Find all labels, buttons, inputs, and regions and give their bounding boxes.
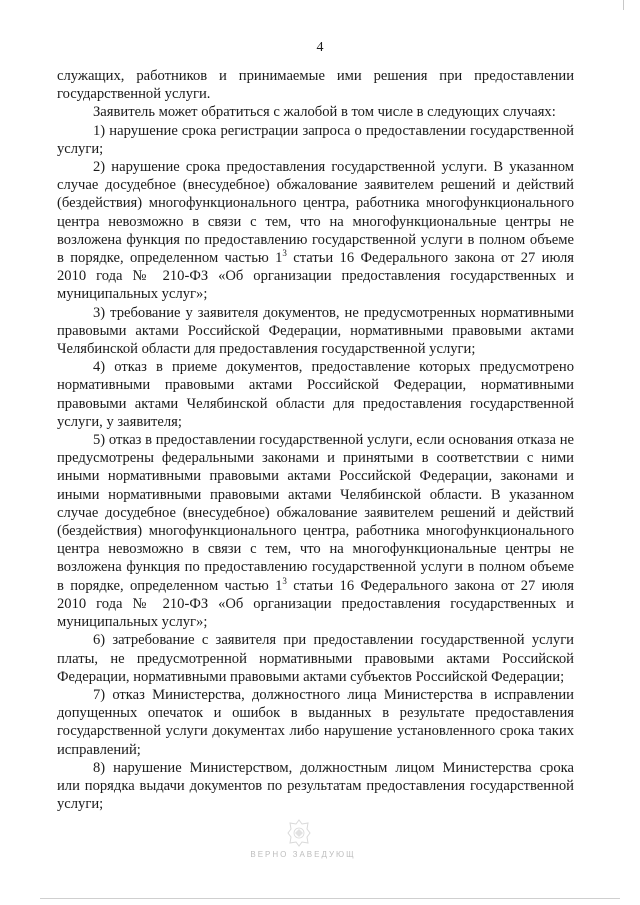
paragraph: служащих, работников и принимаемые ими решения при предоставлении государственной услуги.: [57, 68, 574, 103]
superscript-index: 3: [282, 248, 287, 259]
paragraph: 7) отказ Министерства, должностного лица Министерства в исправлении допущенных опечаток и ошибок в выданных в результате предоставления государственной услуги документах либо нарушение установленного срока таких исправлений;: [57, 686, 574, 758]
paragraph: 8) нарушение Министерством, должностным лицом Министерства срока или порядка выдачи документов по результатам предоставления государственной услуги;: [57, 759, 574, 813]
paragraph: 5) отказ в предоставлении государственной услуги, если основания отказа не предусмотрены федеральными законами и принятыми в соответствии с ними иными нормативными правовыми актами Российской Федерации, законами и иными нормативными правовыми актами Челябинской области. В указанном случае досудебное (внесудебное) обжалование заявителем решений и действий (бездействия) многофункционального центра, работника многофункционального центра невозможно в связи с тем, что на многофункциональные центры не возложена функция по предоставлению государственной услуги в полном объеме в порядке, определенном частью $1^3$ статьи 16 Федерального закона от 27 июля 2010 года № 210-ФЗ «Об организации предоставления государственных и муниципальных услуг»;: [57, 432, 574, 631]
paragraph: Заявитель может обратиться с жалобой в том числе в следующих случаях:: [93, 104, 556, 121]
paragraph: 1) нарушение срока регистрации запроса о предоставлении государственной услуги;: [57, 122, 574, 157]
superscript-index: 3: [282, 575, 287, 586]
paragraph: 6) затребование с заявителя при предоставлении государственной услуги платы, не предусмотренной нормативными правовыми актами Российской Федерации, нормативными правовыми актами субъектов Российской Федерации;: [57, 632, 574, 685]
coat-of-arms-seal-icon: [286, 818, 312, 848]
scan-corner-mark: [617, 0, 624, 10]
paragraph: 2) нарушение срока предоставления государственной услуги. В указанном случае досудебное (внесудебное) обжалование заявителем решений и действий (бездействия) многофункционального центра, работника многофункционального центра невозможно в связи с тем, что на многофункциональные центры не возложена функция по предоставлению государственной услуги в полном объеме в порядке, определенном частью $1^3$ статьи 16 Федерального закона от 27 июля 2010 года № 210-ФЗ «Об организации предоставления государственных и муниципальных услуг»;: [57, 159, 574, 303]
seal-caption: ВЕРНО ЗАВЕДУЮЩ: [250, 850, 356, 859]
bottom-rule: [40, 898, 620, 899]
paragraph: 3) требование у заявителя документов, не предусмотренных нормативными правовыми актами Российской Федерации, нормативными правовыми актами Челябинской области для предоставления государственной услуги;: [57, 304, 574, 358]
paragraph: 4) отказ в приеме документов, предоставление которых предусмотрено нормативными правовыми актами Российской Федерации, нормативными правовыми актами Челябинской области для предоставления государственной услуги, у заявителя;: [57, 359, 574, 430]
document-body: [57, 67, 574, 813]
page-number: 4: [316, 40, 324, 55]
